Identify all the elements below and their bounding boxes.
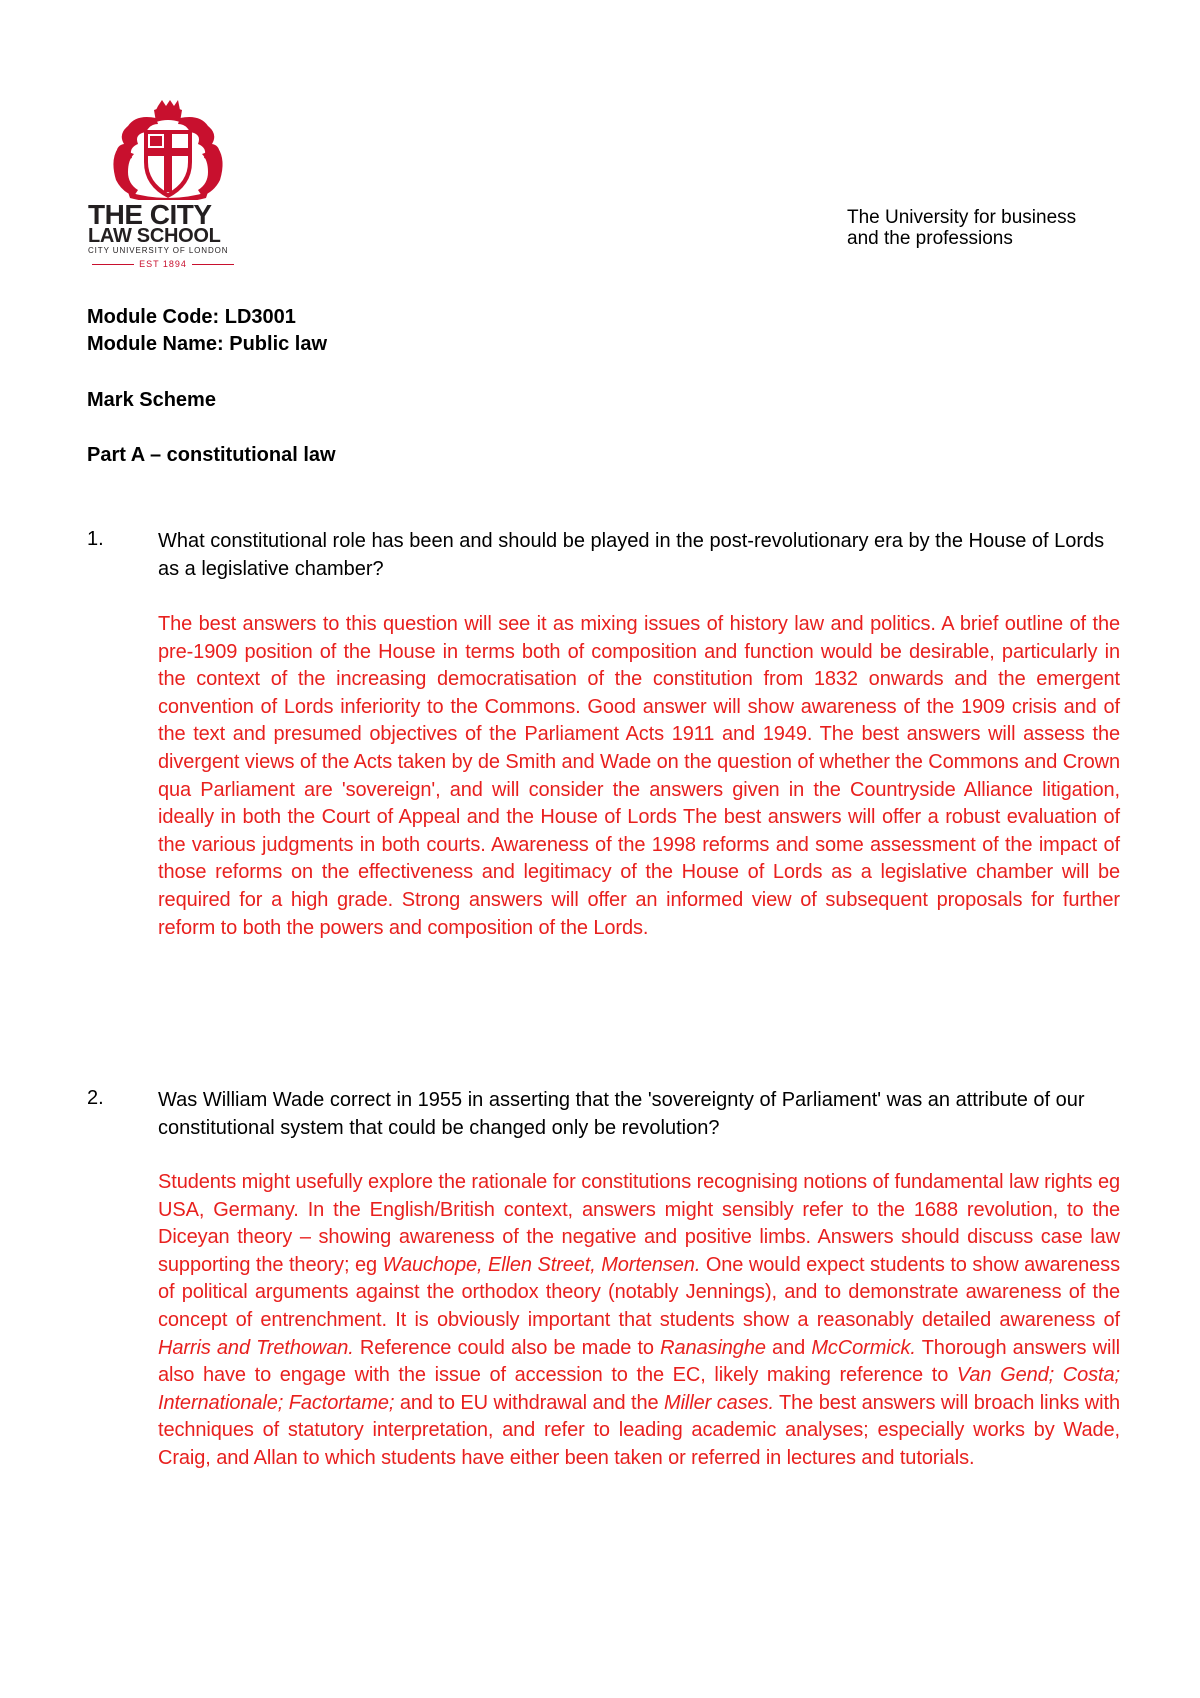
- question-1-number: 1.: [87, 528, 104, 550]
- case-name-mccormick: McCormick.: [811, 1336, 916, 1359]
- logo-est-year: EST 1894: [88, 257, 238, 271]
- tagline-line-2: and the professions: [847, 228, 1013, 249]
- answer-2-segment: Reference could also be made to: [353, 1336, 661, 1359]
- question-2-text: Was William Wade correct in 1955 in asserting that the 'sovereignty of Parliament' was an attribute of our constitutional system that could be changed only be revolution?: [158, 1089, 1085, 1139]
- tagline-line-1: The University for business: [847, 207, 1077, 228]
- answer-2-segment: and: [765, 1336, 812, 1359]
- module-name: Module Name: Public law: [87, 333, 328, 355]
- logo-text-the-city: THE CITY: [88, 199, 212, 230]
- case-names-wauchope-ellen-street-mortensen: Wauchope, Ellen Street, Mortensen.: [382, 1253, 701, 1276]
- mark-scheme-title: Mark Scheme: [87, 389, 216, 411]
- case-names-eu-law: Van Gend; Costa; Internationale; Factortame;: [158, 1364, 1120, 1414]
- question-1-text: What constitutional role has been and should be played in the post-revolutionary era by the House of Lords as a legislative chamber?: [158, 530, 1105, 580]
- university-tagline: [847, 207, 1076, 249]
- part-heading: Part A – constitutional law: [87, 444, 336, 466]
- answer-2-segment: Thorough answers will also have to engage with the issue of accession to the EC, likely making reference to: [158, 1336, 1121, 1387]
- answer-2-segment: Students might usefully explore the rationale for constitutions recognising notions of fundamental law rights eg USA, Germany. In the English/British context, answers might sensibly refer to the 1688 revolution, to the Diceyan theory – showing awareness of the negative and positive limbs. Answers should discuss case law supporting the theory; eg: [158, 1171, 1120, 1276]
- answer-2-segment: One would expect students to show awareness of political arguments against the orthodox theory (notably Jennings), and to demonstrate awareness of the concept of entrenchment. It is obviously important that students show a reasonably detailed awareness of: [158, 1253, 1120, 1331]
- question-2-answer: [158, 1169, 1120, 1473]
- answer-2-segment: and to EU withdrawal and the: [394, 1391, 665, 1414]
- logo-text-university: CITY UNIVERSITY OF LONDON: [88, 246, 229, 255]
- case-name-harris-trethowan: Harris and Trethowan.: [158, 1336, 354, 1359]
- question-1-answer: The best answers to this question will see it as mixing issues of history law and politics. A brief outline of the pre-1909 position of the House in terms both of composition and function would be desirable, particularly in the context of the increasing democratisation of the constitution from 1832 onwards and the emergent convention of Lords inferiority to the Commons. Good answer will show awareness of the 1909 crisis and of the text and presumed objectives of the Parliament Acts 1911 and 1949. The best answers will assess the divergent views of the Acts taken by de Smith and Wade on the question of whether the Commons and Crown qua Parliament are 'sovereign', and will consider the answers given in the Countryside Alliance litigation, ideally in both the Court of Appeal and the House of Lords The best answers will offer a robust evaluation of the various judgments in both courts. Awareness of the 1998 reforms and some assessment of the impact of those reforms on the effectiveness and legitimacy of the House of Lords as a legislative chamber will be required for a high grade. Strong answers will offer an informed view of subsequent proposals for further reform to both the powers and composition of the Lords.: [158, 613, 1120, 939]
- module-code: Module Code: LD3001: [87, 306, 296, 328]
- answer-2-segment: The best answers will broach links with techniques of statutory interpretation, and refer to leading academic analyses; especially works by Wade, Craig, and Allan to which students have either been taken or referred in lectures and tutorials.: [158, 1391, 1120, 1469]
- case-name-ranasinghe: Ranasinghe: [660, 1336, 766, 1359]
- case-name-miller: Miller cases.: [664, 1391, 774, 1414]
- crest-icon: [88, 100, 248, 200]
- question-2-number: 2.: [87, 1087, 104, 1109]
- logo-text-law-school: LAW SCHOOL: [88, 225, 221, 247]
